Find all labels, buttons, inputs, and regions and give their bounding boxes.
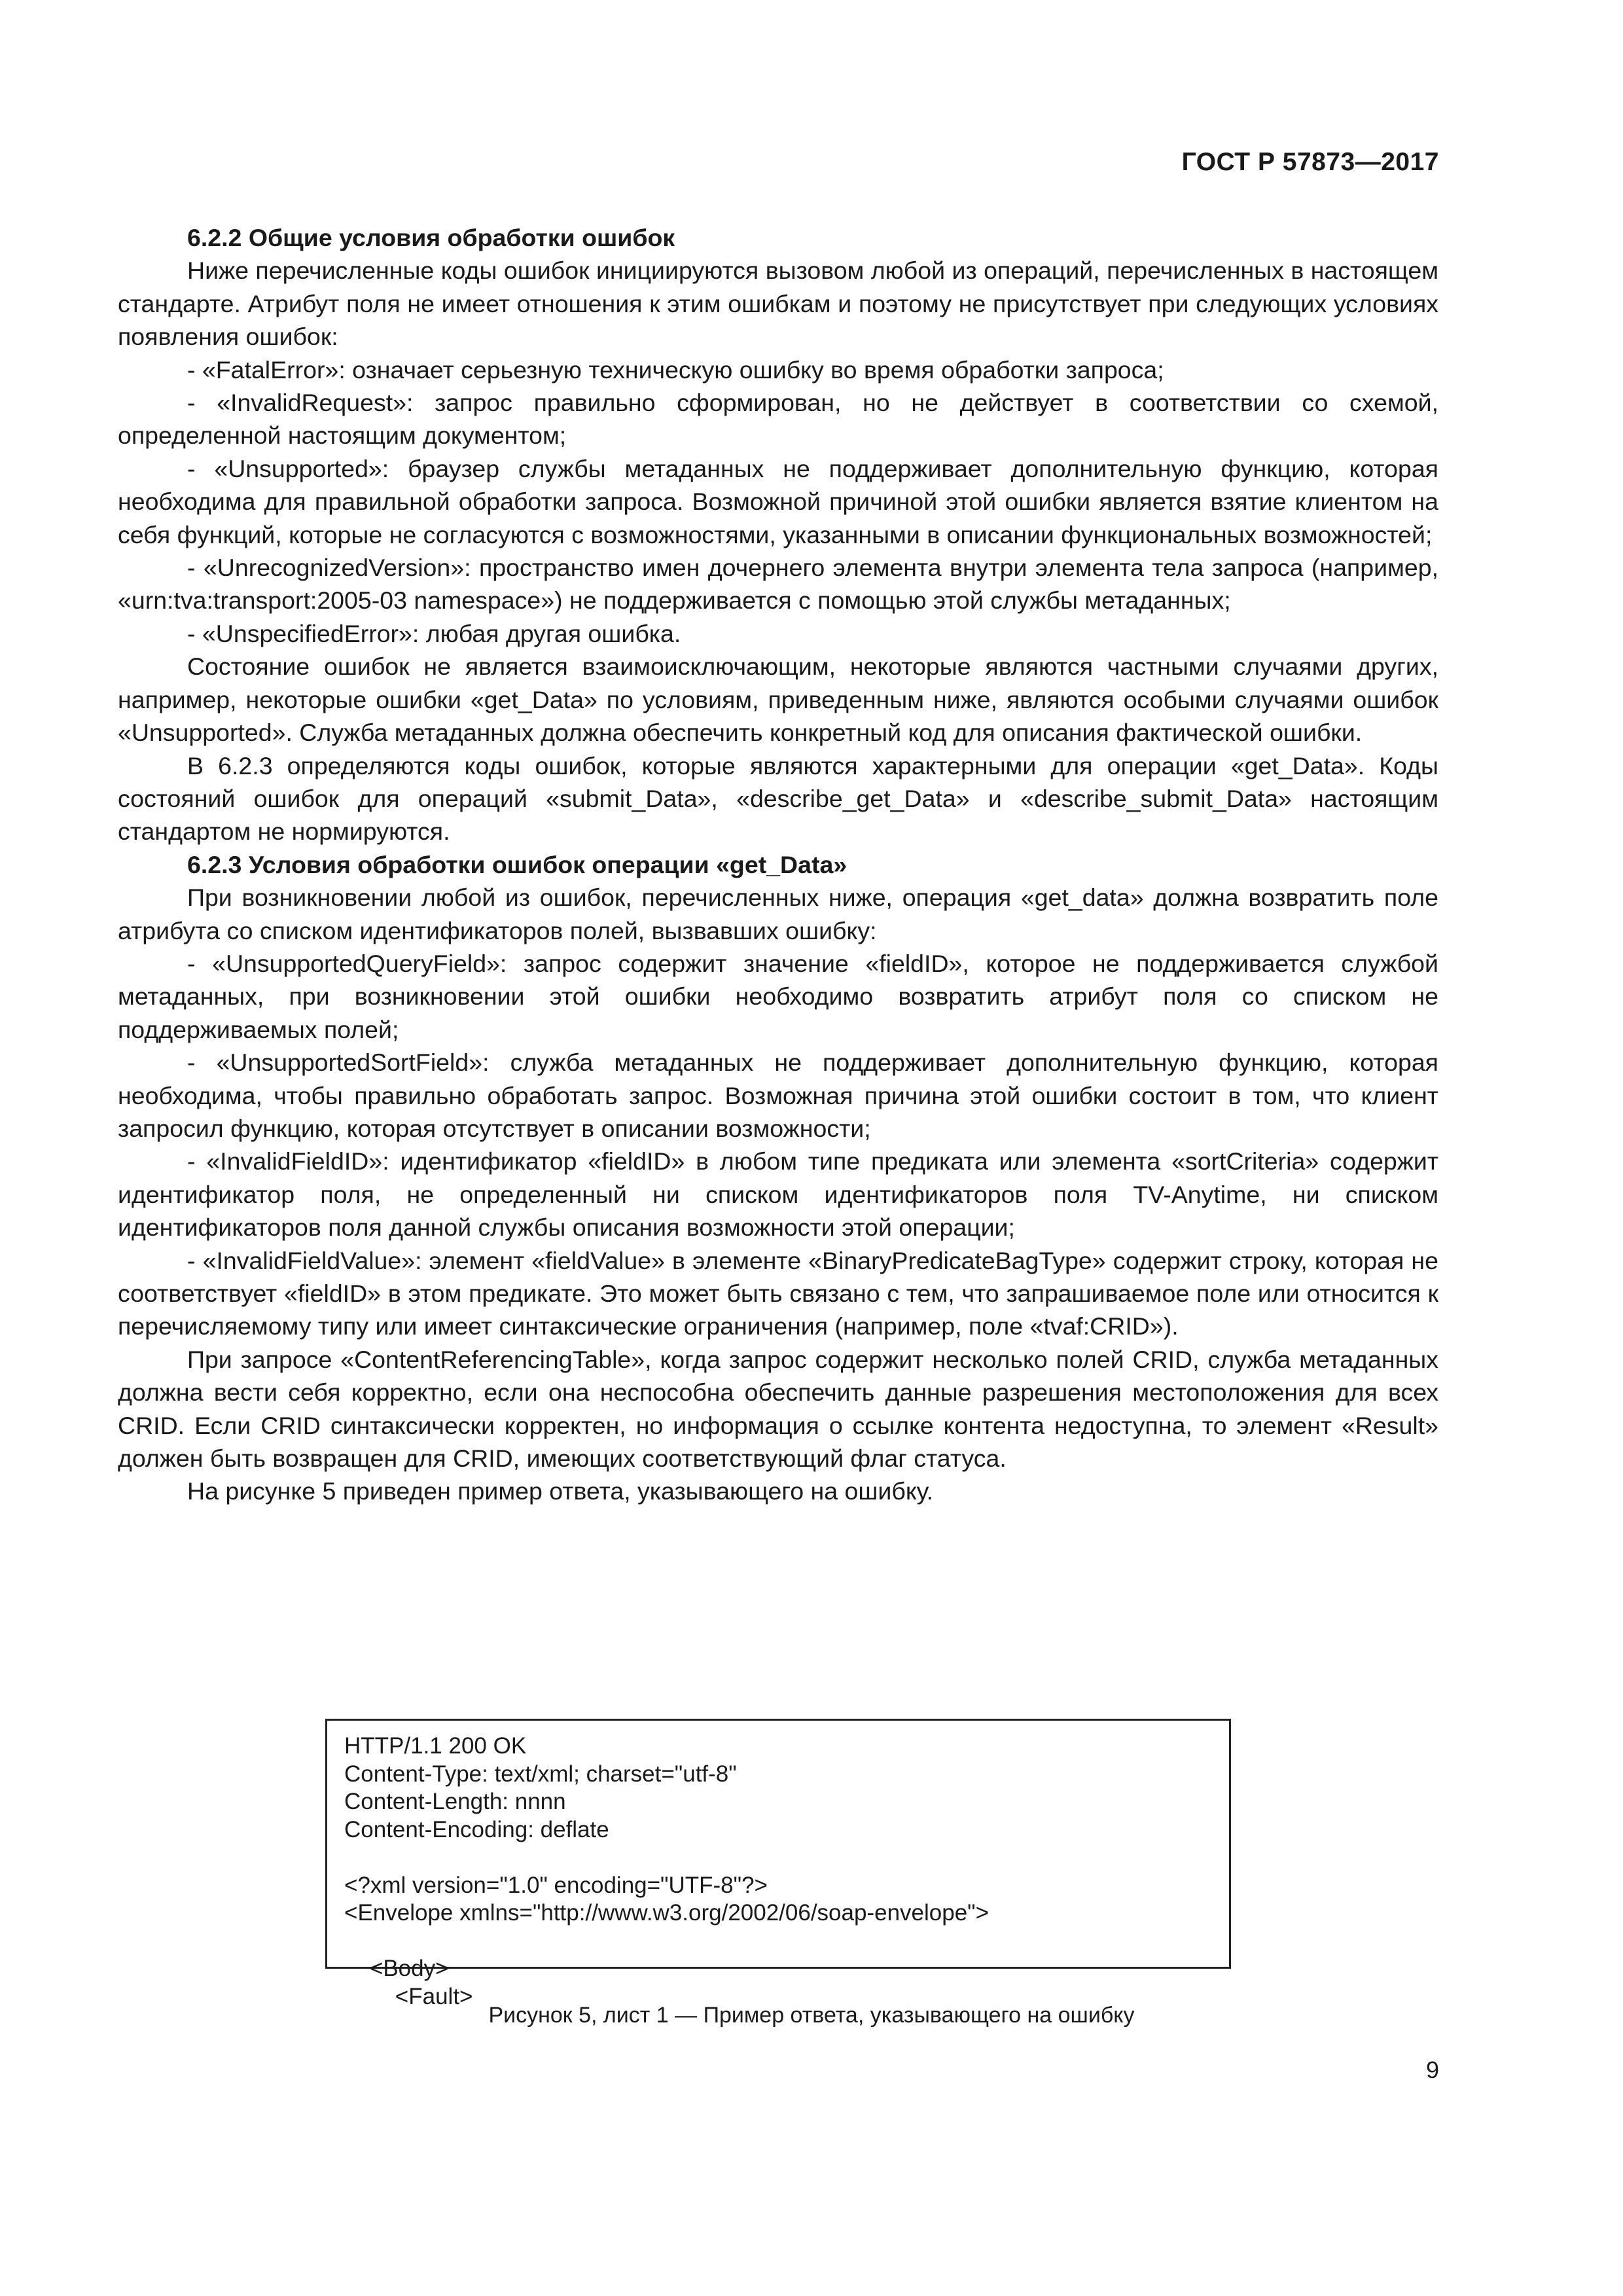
document-body xyxy=(118,221,1438,1508)
list-item-unrecognized-version: - «UnrecognizedVersion»: пространство имен дочернего элемента внутри элемента тела запроса (например, «urn:tva:transport:2005-03 namespace») не поддерживается с помощью этой службы метаданных; xyxy=(118,554,1438,615)
figure-caption: Рисунок 5, лист 1 — Пример ответа, указывающего на ошибку xyxy=(488,2003,1135,2028)
list-item-unsupported: - «Unsupported»: браузер службы метаданных не поддерживает дополнительную функцию, которая необходима для правильной обработки запроса. Возможной причиной этой ошибки является взятие клиентом на себя функций, которые не согласуются с возможностями, указанными в описании функциональных возможностей; xyxy=(118,454,1438,548)
paragraph-figure-reference: На рисунке 5 приведен пример ответа, указывающего на ошибку. xyxy=(187,1477,934,1505)
paragraph-content-referencing: При запросе «ContentReferencingTable», когда запрос содержит несколько полей CRID, служба метаданных должна вести себя корректно, если она неспособна обеспечить данные разрешения местоположения для всех CRID. Если CRID синтаксически корректен, но информация о ссылке контента недоступна, то элемент «Result» должен быть возвращен для CRID, имеющих соответствующий флаг статуса. xyxy=(118,1345,1438,1473)
paragraph-error-codes: В 6.2.3 определяются коды ошибок, которые являются характерными для операции «get_Data». Коды состояний ошибок для операций «submit_Data», «describe_get_Data» и «describe_submit_Data» настоящим стандартом не нормируются. xyxy=(118,751,1438,846)
page-number: 9 xyxy=(1425,2056,1439,2083)
code-example-box xyxy=(325,1719,1231,2009)
paragraph-error-states: Состояние ошибок не является взаимоисключающим, некоторые являются частными случаями других, например, некоторые ошибки «get_Data» по условиям, приведенным ниже, являются особыми случаями ошибок «Unsupported». Служба метаданных должна обеспечить конкретный код для описания фактической ошибки. xyxy=(118,653,1438,747)
list-item-unsupported-sort-field: - «UnsupportedSortField»: служба метаданных не поддерживает дополнительную функцию, которая необходима, чтобы правильно обработать запрос. Возможная причина этой ошибки состоит в том, что клиент запросил функцию, которая отсутствует в описании возможности; xyxy=(118,1049,1438,1142)
section-heading-6-2-3: 6.2.3 Условия обработки ошибок операции «get_Data» xyxy=(187,850,847,878)
standard-designation: ГОСТ Р 57873—2017 xyxy=(1181,148,1439,176)
paragraph-intro: Ниже перечисленные коды ошибок инициируются вызовом любой из операций, перечисленных в настоящем стандарте. Атрибут поля не имеет отношения к этим ошибкам и поэтому не присутствует при следующих условиях появления ошибок: xyxy=(118,257,1438,351)
list-item-invalid-request: - «InvalidRequest»: запрос правильно сформирован, но не действует в соответствии со схемой, определенной настоящим документом; xyxy=(118,389,1438,450)
list-item-invalid-field-id: - «InvalidFieldID»: идентификатор «fieldID» в любом типе предиката или элемента «sortCriteria» содержит идентификатор поля, не определенный ни списком идентификаторов поля TV-Anytime, ни списком идентификаторов поля данной службы описания возможности этой операции; xyxy=(118,1147,1438,1242)
list-item-fatal-error: - «FatalError»: означает серьезную техническую ошибку во время обработки запроса; xyxy=(187,355,1164,384)
section-heading-6-2-2: 6.2.2 Общие условия обработки ошибок xyxy=(187,224,675,251)
list-item-unspecified-error: - «UnspecifiedError»: любая другая ошибка. xyxy=(187,619,681,647)
code-example: HTTP/1.1 200 OK Content-Type: text/xml; charset="utf-8" Content-Length: nnnn Content-Encoding: deflate <?xml version="1.0" encoding="UTF-8"?> <Envelope xmlns="http://www.w3.org/2002/06/soap-envelope"> <Body> <Fault> xyxy=(344,1733,990,2009)
list-item-unsupported-query-field: - «UnsupportedQueryField»: запрос содержит значение «fieldID», которое не поддерживается службой метаданных, при возникновении этой ошибки необходимо возвратить атрибут поля со списком не поддерживаемых полей; xyxy=(118,949,1438,1043)
list-item-invalid-field-value: - «InvalidFieldValue»: элемент «fieldValue» в элементе «BinaryPredicateBagType» содержит строку, которая не соответствует «fieldID» в этом предикате. Это может быть связано с тем, что запрашиваемое поле или относится к перечисляемому типу или имеет синтаксические ограничения (например, поле «tvaf:CRID»). xyxy=(118,1246,1438,1340)
paragraph-get-data-errors: При возникновении любой из ошибок, перечисленных ниже, операция «get_data» должна возвратить поле атрибута со списком идентификаторов полей, вызвавших ошибку: xyxy=(118,884,1438,944)
